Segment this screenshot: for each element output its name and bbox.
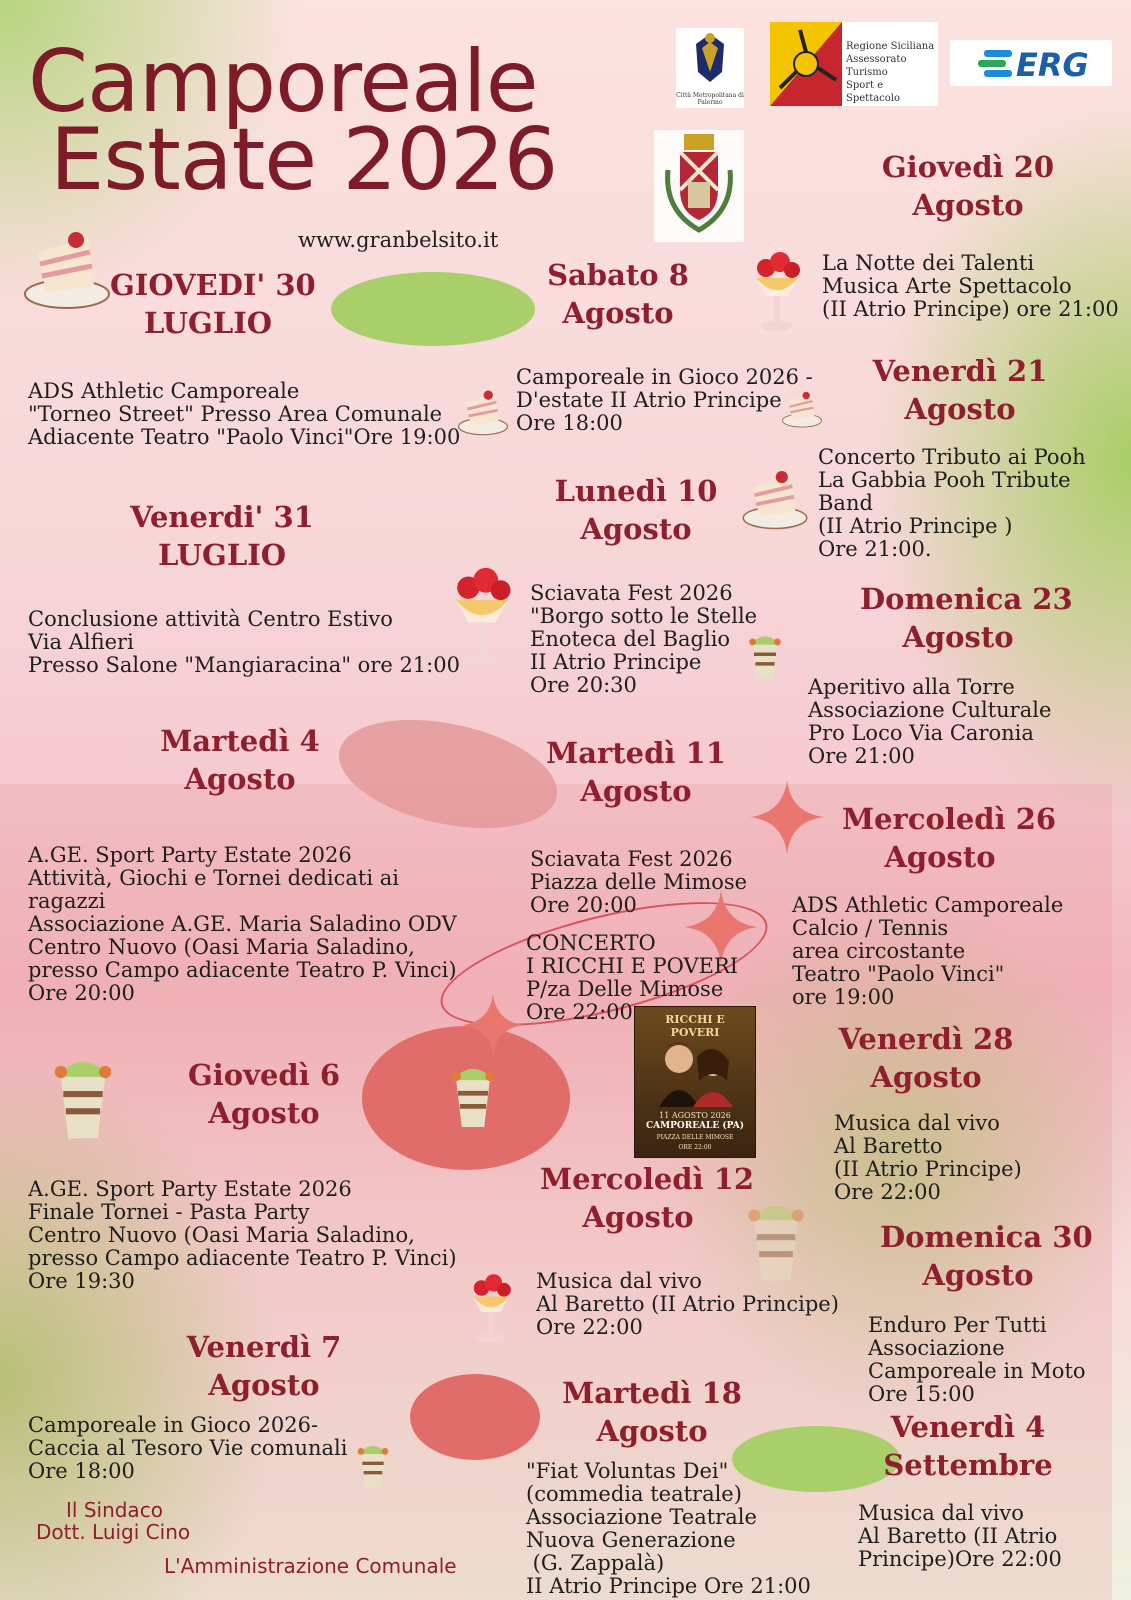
event-description: A.GE. Sport Party Estate 2026 Attività, Giochi e Tornei dedicati ai ragazzi Associazione A.GE. Maria Saladino ODV Centro Nuovo (Oasi Maria Saladino, presso Campo adiacente Teatro P. Vinci) Ore 20:00 <box>28 843 457 1005</box>
event-date: Giovedì 6 Agosto <box>188 1058 340 1130</box>
regione-line1: Regione Siciliana <box>846 41 935 52</box>
event-description: Musica dal vivo Al Baretto (II Atrio Principe) Ore 22:00 <box>536 1269 839 1339</box>
event-description: ADS Athletic Camporeale Calcio / Tennis area circostante Teatro "Paolo Vinci" ore 19:00 <box>792 893 1064 1009</box>
cake-slice-icon <box>24 228 110 310</box>
cake-slice-icon <box>458 388 508 436</box>
event-date: Venerdì 28 Agosto <box>838 1022 1014 1094</box>
pistachio-gelato-icon <box>352 1434 394 1498</box>
concert-description: CONCERTO I RICCHI E POVERI P/za Delle Mimose Ore 22:00 <box>526 931 739 1024</box>
event-description: Enduro Per Tutti Associazione Camporeale in Moto Ore 15:00 <box>868 1313 1086 1406</box>
event-description: "Fiat Voluntas Dei" (commedia teatrale) Associazione Teatrale Nuova Generazione (G. Zappalà) II Atrio Principe Ore 21:00 <box>526 1459 811 1598</box>
concert-poster-date: 11 AGOSTO 2026 <box>659 1111 731 1120</box>
pistachio-gelato-icon <box>44 1040 122 1158</box>
sparkle-star-icon <box>462 994 524 1056</box>
regione-line2: Assessorato Turismo <box>846 54 907 78</box>
event-date: Mercoledì 12 Agosto <box>540 1162 755 1234</box>
event-description: Musica dal vivo Al Baretto (II Atrio Principe)Ore 22:00 <box>858 1501 1062 1571</box>
mayor-title: Il Sindaco <box>66 1498 163 1522</box>
event-date: Venerdì 4 Settembre <box>883 1410 1053 1482</box>
citta-metropolitana-logo <box>676 28 744 108</box>
event-description: Musica dal vivo Al Baretto (II Atrio Principe) Ore 22:00 <box>834 1111 1022 1204</box>
sparkle-star-icon <box>750 780 824 854</box>
event-description: ADS Athletic Camporeale "Torneo Street" Presso Area Comunale Adiacente Teatro "Paolo Vinci"Ore 19:00 <box>28 379 461 449</box>
event-date: Lunedì 10 Agosto <box>554 474 718 546</box>
concert-poster-city: CAMPOREALE (PA) <box>646 1121 744 1131</box>
regione-siciliana-logo <box>770 22 938 106</box>
concert-poster-time: ORE 22:00 <box>678 1144 712 1151</box>
event-date: Sabato 8 Agosto <box>547 258 689 330</box>
concert-poster-image <box>634 1006 756 1158</box>
mayor-name: Dott. Luigi Cino <box>36 1520 191 1544</box>
concert-poster-title: RICCHI E POVERI <box>665 1013 725 1039</box>
red-oval-small <box>410 1374 540 1460</box>
event-description: Camporeale in Gioco 2026- Caccia al Tesoro Vie comunali Ore 18:00 <box>28 1413 348 1483</box>
event-date: Martedì 11 Agosto <box>546 736 726 808</box>
concert-poster-place: PIAZZA DELLE MIMOSE <box>656 1134 734 1141</box>
event-date: Giovedì 20 Agosto <box>881 150 1055 222</box>
event-date: Venerdì 7 Agosto <box>186 1330 342 1402</box>
strawberry-sundae-icon <box>748 244 806 336</box>
website-link[interactable]: www.granbelsito.it <box>298 228 499 252</box>
event-date: Venerdi' 31 LUGLIO <box>130 500 314 572</box>
event-description: Sciavata Fest 2026 "Borgo sotto le Stelle Enoteca del Baglio II Atrio Principe Ore 20:30 <box>530 581 758 697</box>
erg-logo <box>950 40 1112 86</box>
event-date: GIOVEDI' 30 LUGLIO <box>110 268 316 340</box>
poster-title-line2: Estate 2026 <box>50 110 558 210</box>
erg-wordmark: ERG <box>1016 46 1089 84</box>
event-date: Martedì 18 Agosto <box>562 1376 742 1448</box>
event-description: A.GE. Sport Party Estate 2026 Finale Tornei - Pasta Party Centro Nuovo (Oasi Maria Saladino, presso Campo adiacente Teatro P. Vinci) Ore 19:30 <box>28 1177 457 1293</box>
administration-signature: L'Amministrazione Comunale <box>164 1554 457 1578</box>
event-description: Sciavata Fest 2026 Piazza delle Mimose Ore 20:00 <box>530 847 748 917</box>
coat-of-arms-icon <box>654 130 744 242</box>
event-description: Conclusione attività Centro Estivo Via Alfieri Presso Salone "Mangiaracina" ore 21:00 <box>28 607 460 677</box>
event-description: Camporeale in Gioco 2026 - D'estate II Atrio Principe Ore 18:00 <box>516 365 813 435</box>
event-description: Aperitivo alla Torre Associazione Culturale Pro Loco Via Caronia Ore 21:00 <box>808 675 1052 768</box>
poster-title-line1: Camporeale <box>28 32 538 132</box>
event-date: Domenica 23 Agosto <box>860 582 1073 654</box>
green-oval <box>331 272 535 346</box>
pistachio-gelato-icon <box>444 1052 502 1142</box>
event-date: Domenica 30 Agosto <box>880 1220 1093 1292</box>
metropolitana-caption: Città Metropolitana di Palermo <box>676 92 744 106</box>
event-date: Mercoledì 26 Agosto <box>842 802 1057 874</box>
regione-line3: Sport e Spettacolo <box>846 80 901 104</box>
event-description: Concerto Tributo ai Pooh La Gabbia Pooh Tribute Band (II Atrio Principe ) Ore 21:00. <box>818 445 1086 561</box>
event-description: La Notte dei Talenti Musica Arte Spettacolo (II Atrio Principe) ore 21:00 <box>822 251 1119 321</box>
strawberry-sundae-icon <box>466 1264 516 1350</box>
event-date: Venerdì 21 Agosto <box>872 354 1048 426</box>
cake-slice-icon <box>742 468 808 530</box>
event-date: Martedì 4 Agosto <box>160 724 320 796</box>
